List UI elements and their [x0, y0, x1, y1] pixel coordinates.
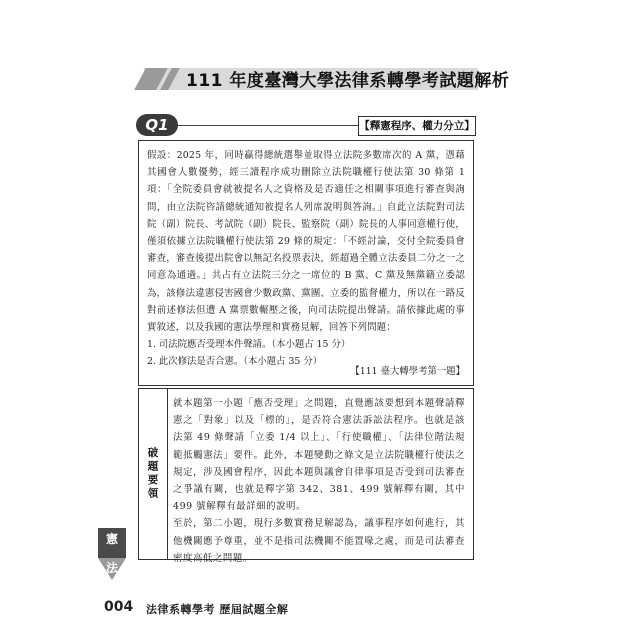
page-title: 111 年度臺灣大學法律系轉學考試題解析: [186, 71, 510, 91]
question-badge: Q1: [136, 114, 178, 136]
page-number: 004: [104, 599, 134, 615]
answer-paragraph: 就本題第一小題「應否受理」之問題，直覺應該要想到本題聲請釋憲之「對象」以及「標的」，是否符合憲法訴訟法程序。也就是該法第 49 條聲請「立委 1/4 以上」、「行使職權」、「法律位階法規範抵觸憲法」要件。此外，本題變動之條文是立法院職權行使法之規定，涉及國會程序，因此本題與議會自律事項是否受到司法審查之爭議有關，也就是釋字第 342、381、499 號解釋有關，其中 499 號解釋有最詳細的說明。: [173, 398, 465, 513]
answer-content: [173, 395, 465, 567]
chapter-tab-label: 憲: [105, 532, 118, 546]
question-box: [138, 140, 474, 386]
answer-paragraph: 至於，第二小題，現行多數實務見解認為，議事程序如何進行，其他機關應予尊重，並不是指司法機關不能置喙之處，而是司法審查密度高低之問題。: [173, 518, 465, 564]
book-title: 法律系轉學考 歷屆試題全解: [146, 603, 289, 616]
question-sub-2: 2. 此次修法是否合憲。（本小題占 35 分）: [147, 356, 323, 368]
chapter-tab-label: 法: [105, 561, 118, 575]
answer-label-cell: [139, 389, 167, 559]
answer-label: 破題要領: [146, 447, 159, 501]
divider: [167, 389, 168, 559]
question-sub-1: 1. 司法院應否受理本件聲請。（本小題占 15 分）: [147, 339, 351, 351]
answer-box: [138, 388, 474, 564]
topic-tag: 【釋憲程序、權力分立】: [358, 116, 476, 136]
question-source: 【111 臺大轉學考第一題】: [350, 366, 465, 377]
question-body: 假設：2025 年，同時贏得總統選舉並取得立法院多數席次的 A 黨，憑藉其國會人數優勢，經三讀程序成功刪除立法院職權行使法第 30 條第 1 項：「全院委員會就被提名人之資格及是否適任之相關事項進行審查與詢問，由立法院咨請總統通知被提名人列席說明與答詢。」自此立法院對司法院（副）院長、考試院（副）院長、監察院（副）院長的人事同意權行使，僅須依據立法院職權行使法第 29 條的規定：「不經討論，交付全院委員會審查，審查後提出院會以無記名投票表決，經超過全體立法委員二分之一之同意為通過。」共占有立法院三分之一席位的 B 黨、C 黨及無黨籍立委認為，該修法違憲侵害國會少數政黨、黨團、立委的監督權力，所以在一路反對前述修法但遭 A 黨票數輾壓之後，向司法院提出聲請。請依據此處的事實敘述，以及我國的憲法學理和實務見解，回答下列問題：: [147, 150, 465, 334]
